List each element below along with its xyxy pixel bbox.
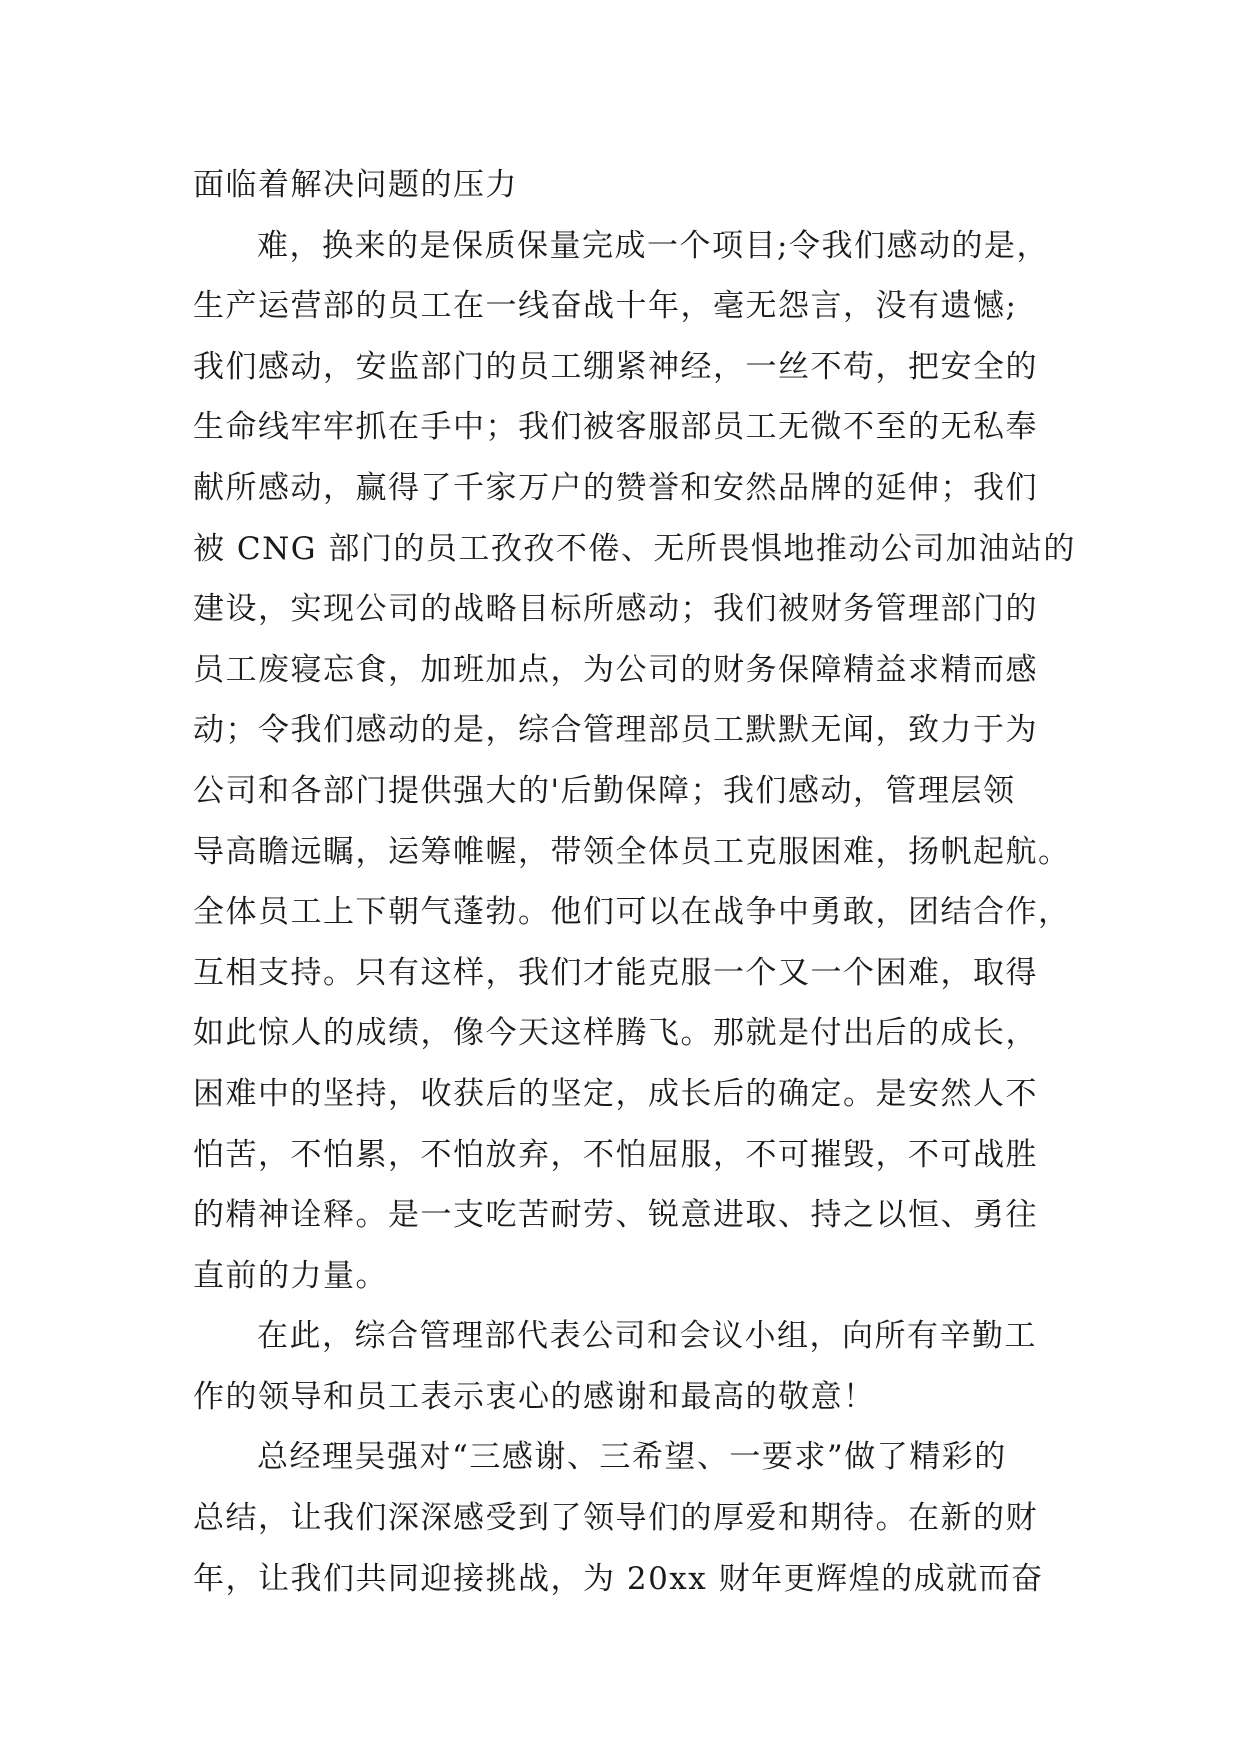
text-line: 困难中的坚持，收获后的坚定，成长后的确定。是安然人不 [193, 1075, 1038, 1112]
text-line: 难，换来的是保质保量完成一个项目;令我们感动的是， [257, 227, 1049, 264]
text-line: 在此，综合管理部代表公司和会议小组，向所有辛勤工 [257, 1318, 1037, 1355]
text-line: 年，让我们共同迎接挑战，为 20xx 财年更辉煌的成就而奋 [193, 1560, 1044, 1597]
text-line: 的精神诠释。是一支吃苦耐劳、锐意进取、持之以恒、勇往 [193, 1197, 1038, 1234]
text-line: 怕苦，不怕累，不怕放弃，不怕屈服，不可摧毁，不可战胜 [193, 1136, 1038, 1173]
body-text [193, 155, 1076, 1609]
text-line: 我们感动，安监部门的员工绷紧神经，一丝不苟，把安全的 [193, 348, 1038, 385]
text-line: 公司和各部门提供强大的'后勤保障；我们感动，管理层领 [193, 772, 1016, 809]
text-line: 被 CNG 部门的员工孜孜不倦、无所畏惧地推动公司加油站的 [193, 530, 1076, 567]
text-line: 直前的力量。 [193, 1257, 388, 1294]
text-line: 全体员工上下朝气蓬勃。他们可以在战争中勇敢，团结合作， [193, 894, 1071, 931]
text-line: 总结，让我们深深感受到了领导们的厚爱和期待。在新的财 [193, 1500, 1038, 1537]
text-line: 生命线牢牢抓在手中；我们被客服部员工无微不至的无私奉 [193, 409, 1038, 446]
text-line: 如此惊人的成绩，像今天这样腾飞。那就是付出后的成长， [193, 1015, 1038, 1052]
text-line: 作的领导和员工表示衷心的感谢和最高的敬意！ [193, 1378, 876, 1415]
text-line: 建设，实现公司的战略目标所感动；我们被财务管理部门的 [193, 591, 1038, 628]
text-line: 生产运营部的员工在一线奋战十年，毫无怨言，没有遗憾; [193, 288, 1018, 325]
text-line: 员工废寝忘食，加班加点，为公司的财务保障精益求精而感 [193, 651, 1038, 688]
text-line: 总经理吴强对“三感谢、三希望、一要求”做了精彩的 [257, 1439, 1007, 1476]
text-line: 导高瞻远瞩，运筹帷幄，带领全体员工克服困难，扬帆起航。 [193, 833, 1071, 870]
text-line: 献所感动，赢得了千家万户的赞誉和安然品牌的延伸；我们 [193, 469, 1038, 506]
text-line: 互相支持。只有这样，我们才能克服一个又一个困难，取得 [193, 954, 1038, 991]
text-line: 面临着解决问题的压力 [193, 167, 518, 203]
text-line: 动；令我们感动的是，综合管理部员工默默无闻，致力于为 [193, 712, 1038, 749]
